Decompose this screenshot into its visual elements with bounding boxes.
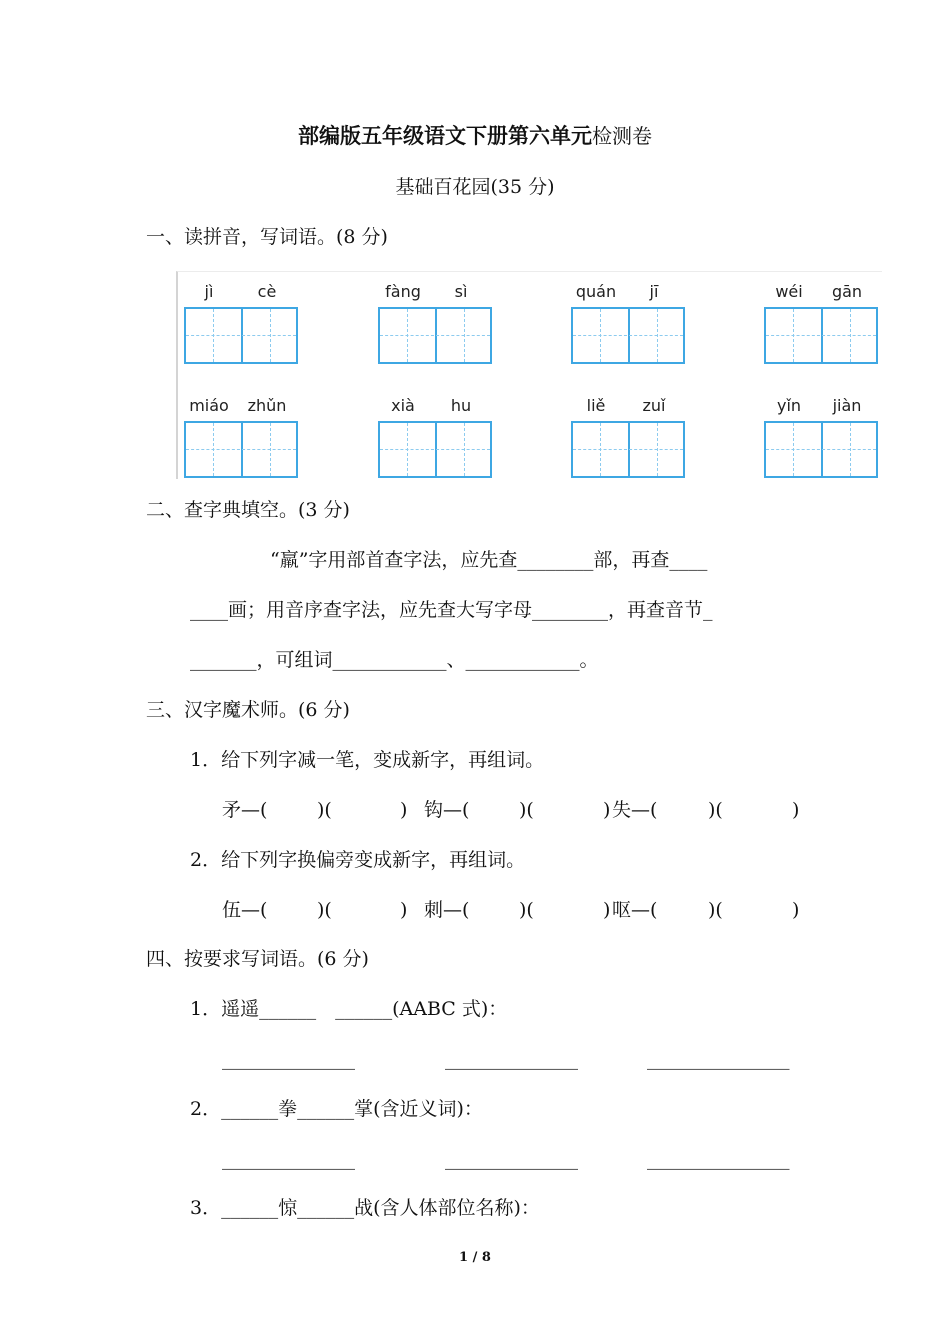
pinyin-syllable: liě: [586, 396, 606, 415]
writing-grid[interactable]: [378, 421, 492, 478]
answer-blank[interactable]: ______________: [445, 1048, 578, 1070]
page-title: [0, 120, 950, 150]
pinyin-syllable: yǐn: [776, 396, 802, 415]
q3-item-text: 失—(: [612, 799, 658, 821]
q1-heading: 一、读拼音，写词语。(8 分): [146, 226, 388, 248]
q2-heading: 二、查字典填空。(3 分): [146, 499, 350, 521]
q3-item-text: )(: [708, 799, 723, 821]
pinyin-syllable: jì: [204, 282, 214, 301]
section-heading: 基础百花园(35 分): [395, 176, 555, 198]
q3-item-text: 伍—(: [222, 899, 268, 921]
q3-heading: 三、汉字魔术师。(6 分): [146, 699, 350, 721]
q2-line-3: _______，可组词____________、____________。: [190, 649, 599, 671]
q3-item-text: ): [792, 899, 800, 921]
q3-item-text: )(: [708, 899, 723, 921]
pinyin-syllable: wéi: [775, 282, 803, 301]
pinyin-syllable: xià: [391, 396, 415, 415]
answer-blank[interactable]: ______________: [445, 1148, 578, 1170]
answer-blank[interactable]: ______________: [222, 1148, 355, 1170]
pinyin-syllable: quán: [575, 282, 617, 301]
pinyin-syllable: jiàn: [832, 396, 862, 415]
q3-sub-2: 2．给下列字换偏旁变成新字，再组词。: [190, 849, 526, 871]
writing-grid[interactable]: [764, 307, 878, 364]
writing-grid[interactable]: [571, 307, 685, 364]
writing-grid[interactable]: [571, 421, 685, 478]
q3-item-text: ): [603, 899, 611, 921]
answer-blank[interactable]: _______________: [647, 1048, 790, 1070]
q4-heading: 四、按要求写词语。(6 分): [146, 948, 369, 970]
q3-item-text: 刺—(: [424, 899, 470, 921]
q3-item-text: ): [603, 799, 611, 821]
q3-item-text: )(: [519, 899, 534, 921]
word-box-5: [180, 391, 296, 483]
word-box-4: [760, 277, 876, 369]
q2-line-2: ____画；用音序查字法，应先查大写字母________，再查音节_: [190, 599, 713, 621]
q4-sub-1: 1．遥遥______ ______(AABC 式)：: [190, 998, 508, 1020]
q3-item-text: ): [400, 799, 408, 821]
pinyin-syllable: gān: [831, 282, 863, 301]
pinyin-syllable: cè: [257, 282, 277, 301]
answer-blank[interactable]: _______________: [647, 1148, 790, 1170]
q4-sub-3: 3．______惊______战(含人体部位名称)：: [190, 1197, 540, 1219]
answer-blank[interactable]: ______________: [222, 1048, 355, 1070]
q3-item-text: ): [792, 799, 800, 821]
pinyin-syllable: zuǐ: [642, 396, 666, 415]
word-box-8: [760, 391, 876, 483]
word-box-7: [567, 391, 683, 483]
pinyin-grid-panel: [176, 271, 882, 479]
pinyin-syllable: fàng: [385, 282, 421, 301]
pinyin-syllable: jī: [649, 282, 659, 301]
word-box-1: [180, 277, 296, 369]
writing-grid[interactable]: [184, 421, 298, 478]
q3-item-text: 钩—(: [424, 799, 470, 821]
pinyin-syllable: zhǔn: [247, 396, 287, 415]
q2-line-1: “羸”字用部首查字法，应先查________部，再查____: [270, 549, 708, 571]
pinyin-syllable: sì: [454, 282, 468, 301]
page-number: 1 / 8: [459, 1250, 491, 1265]
writing-grid[interactable]: [764, 421, 878, 478]
writing-grid[interactable]: [184, 307, 298, 364]
pinyin-syllable: hu: [450, 396, 472, 415]
q3-item-text: )(: [317, 799, 332, 821]
writing-grid[interactable]: [378, 307, 492, 364]
word-box-3: [567, 277, 683, 369]
q3-item-text: ): [400, 899, 408, 921]
q3-item-text: )(: [519, 799, 534, 821]
pinyin-syllable: miáo: [189, 396, 229, 415]
word-box-2: [374, 277, 490, 369]
title-bold: 部编版五年级语文下册第六单元: [298, 124, 592, 148]
q3-item-text: 呕—(: [612, 899, 658, 921]
q3-item-text: )(: [317, 899, 332, 921]
q4-sub-2: 2．______拳______掌(含近义词)：: [190, 1098, 483, 1120]
q3-item-text: 矛—(: [222, 799, 268, 821]
word-box-6: [374, 391, 490, 483]
q3-sub-1: 1．给下列字减一笔，变成新字，再组词。: [190, 749, 545, 771]
title-plain: 检测卷: [592, 124, 652, 148]
